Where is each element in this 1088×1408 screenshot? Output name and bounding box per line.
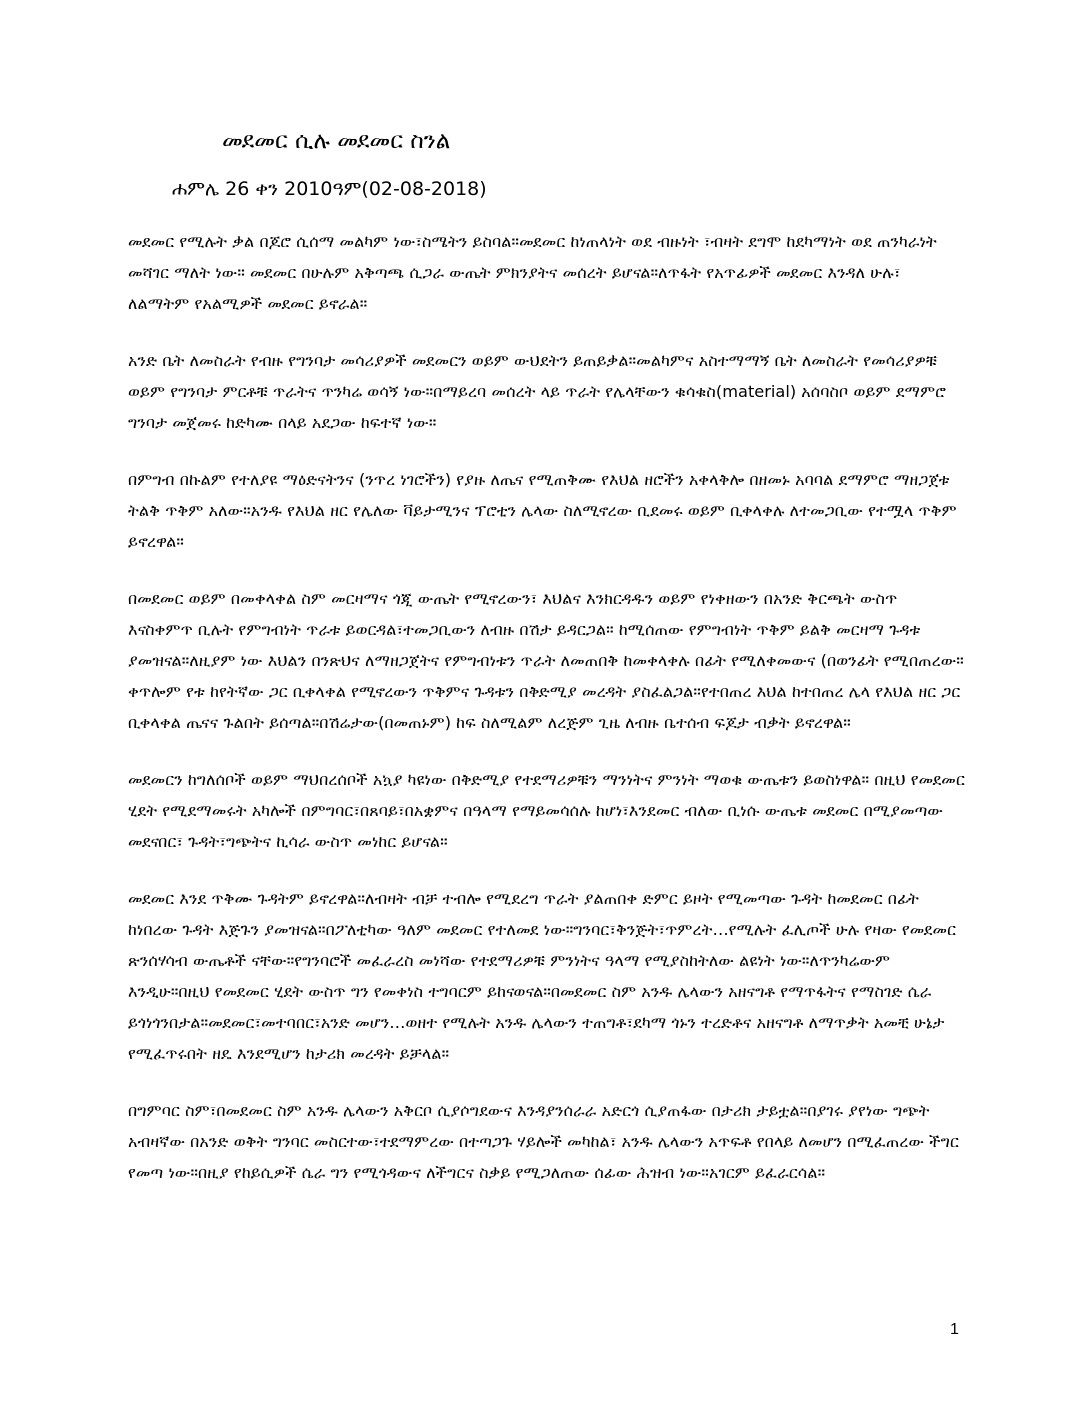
paragraph-3: በምግብ በኩልም የተለያዩ ማዕድናትንና (ንጥረ ነገሮችን) የያዙ ለጤና የሚጠቅሙ የእህል ዘሮችን አቀላቅሎ በዘመኑ አባባል ደማምሮ ማዘጋጀቱ ትልቅ ጥቅም አለው።አንዱ የእህል ዘር የሌለው ቫይታሚንና ፕሮቲን ሌላው ስለሚኖረው ቢደመሩ ወይም ቢቀላቀሉ ለተመጋቢው የተሟላ ጥቅም ይኖረዋል። (128, 470, 957, 551)
document-date: ሐምሌ 26 ቀን 2010ዓም(02-08-2018) (172, 178, 487, 200)
paragraph-1: መደመር የሚሉት ቃል በጆሮ ሲሰማ መልካም ነው፣ስሜትን ይስባል።መደመር ከነጠላነት ወደ ብዙነት ፣ብዛት ደግሞ ከደካማነት ወደ ጠንካራነት መሻገር ማለት ነው። መደመር በሁሉም አቅጣጫ ሲጋራ ውጤት ምክንያትና መሰረት ይሆናል።ለጥፋት የአጥፊዎች መደመር እንዳለ ሁሉ፣ ለልማትም የአልሚዎች መደመር ይኖራል። (128, 232, 937, 313)
document-title: መደመር ሲሉ መደመር ስንል (222, 128, 451, 154)
paragraph-5: መደመርን ከግለሰቦች ወይም ማህበረሰቦች አኳያ ካዩነው በቅድሚያ የተደማሪዎቹን ማንነትና ምንነት ማወቁ ውጤቱን ይወስነዋል። በዚህ የመደመር ሂደት የሚደማመሩት አካሎች በምግባር፣በጸባይ፣በአቋምና በዓላማ የማይመሳሰሉ ከሆነ፣እንደመር ብለው ቢነሱ ውጤቱ መደመር በሚያመጣው መደናበር፣ ጉዳት፣ግጭትና ኪሳራ ውስጥ መነከር ይሆናል። (128, 770, 965, 851)
paragraph-6: መደመር እንደ ጥቅሙ ጉዳትም ይኖረዋል።ለብዛት ብቻ ተብሎ የሚደረግ ጥራት ያልጠበቀ ድምር ይዞት የሚመጣው ጉዳት ከመደመር በፊት ከነበረው ጉዳት እጅጉን ያመዝናል።በፖለቲካው ዓለም መደመር የተለመደ ነው።ግንባር፣ቅንጅት፣ጥምረት…የሚሉት ፈሊጦች ሁሉ የዛው የመደመር ጽንሰሃሳብ ውጤቶች ናቸው።የግንባሮች መፈራረስ መነሻው የተደማሪዎቹ ምንነትና ዓላማ የሚያስከትለው ልዩነት ነው።ለጥንካሬውም እንዲሁ።በዚህ የመደመር ሂደት ውስጥ ግን የመቀነስ ተግባርም ይከናወናል።በመደመር ስም አንዱ ሌላውን አዘናግቶ የማጥፋትና የማስገድ ሴራ ይጎነጎንበታል።መደመር፣መተባበር፣አንድ መሆን…ወዘተ የሚሉት አንዱ ሌላውን ተጠግቶ፣ደካማ ጎኑን ተረድቶና አዘናግቶ ለማጥቃት አመቺ ሁኔታ የሚፈጥሩበት ዘዴ እንደሚሆን ከታሪክ መረዳት ይቻላል። (128, 889, 957, 1063)
paragraph-4: በመደመር ወይም በመቀላቀል ስም መርዛማና ጎጂ ውጤት የሚኖረውን፣ እህልና እንክርዳዱን ወይም የነቀዘውን በአንድ ቅርጫት ውስጥ እናስቀምጥ ቢሉት የምግብነት ጥራቱ ይወርዳል፣ተመጋቢውን ለብዙ በሽታ ይዳርጋል። ከሚሰጠው የምግብነት ጥቅም ይልቅ መርዛማ ጉዳቱ ያመዝናል።ለዚያም ነው እህልን በንጽህና ለማዘጋጀትና የምግብነቱን ጥራት ለመጠበቅ ከመቀላቀሉ በፊት የሚለቀመውና (በወንፊት የሚበጠረው። ቀጥሎም የቱ ከየትኛው ጋር ቢቀላቀል የሚኖረውን ጥቅምና ጉዳቱን በቅድሚያ መረዳት ያስፈልጋል።የተበጠረ እህል ከተበጠረ ሌላ የእህል ዘር ጋር ቢቀላቀል ጤናና ጉልበት ይሰጣል።በሽሬታው(በመጠኑም) ከፍ ስለሚልም ለረጅም ጊዜ ለብዙ ቤተሰብ ፍጆታ ብቃት ይኖረዋል። (128, 589, 964, 732)
paragraph-2: አንድ ቤት ለመስራት የብዙ የግንባታ መሳሪያዎች መደመርን ወይም ውህደትን ይጠይቃል።መልካምና አስተማማኝ ቤት ለመስራት የመሳሪያዎቹ ወይም የግንባታ ምርቶቹ ጥራትና ጥንካሬ ወሳኝ ነው።በማይረባ መሰረት ላይ ጥራት የሌላቸውን ቁሳቁስ(material) አሰባስቦ ወይም ደማምሮ ግንባታ መጀመሩ ከድካሙ በላይ አደጋው ከፍተኛ ነው። (128, 351, 946, 432)
paragraph-7: በግምባር ስም፣በመደመር ስም አንዱ ሌላውን አቅርቦ ሲያሶግደውና እንዳያንሰራራ አድርጎ ሲያጠፋው በታሪክ ታይቷል።በያገሩ ያየነው ግጭት አብዛኛው በአንድ ወቅት ግንባር መስርተው፣ተደማምረው በተጣጋጉ ሃይሎች መካከል፣ አንዱ ሌላውን አጥፍቶ የበላይ ለመሆን በሚፈጠረው ችግር የመጣ ነው።በዚያ የከይሲዎች ሴራ ግን የሚጎዳውና ለችግርና ስቃይ የሚጋለጠው ሰፊው ሕዝብ ነው።አገርም ይፈራርሳል። (128, 1101, 959, 1182)
page-number: 1 (950, 1321, 959, 1338)
document-body (128, 226, 966, 1214)
